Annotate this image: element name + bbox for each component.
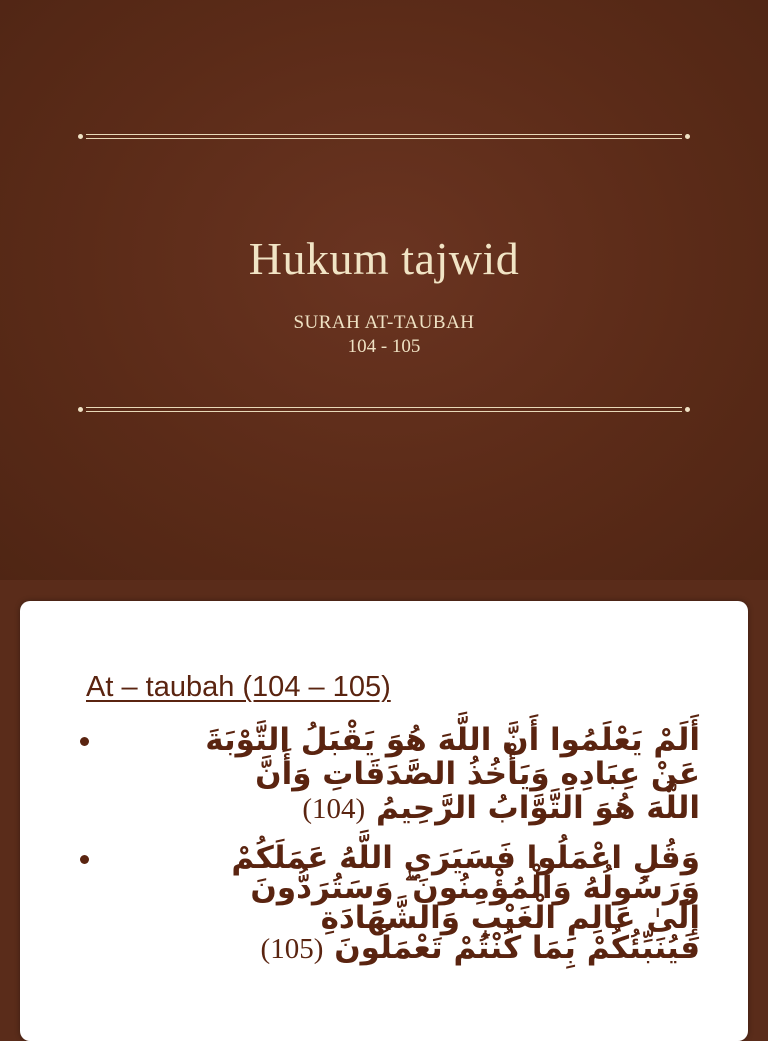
rule-dot-icon [78,407,83,412]
rule-dot-icon [685,134,690,139]
slide-subtitle: SURAH AT-TAUBAH [293,312,475,333]
arabic-text: اللَّهَ هُوَ التَّوَّابُ الرَّحِيمُ [375,790,700,826]
verse-105 [80,841,700,991]
arabic-line: وَقُلِ اعْمَلُوا فَسَيَرَى اللَّهُ عَمَلَكُمْ [231,840,700,876]
bullet-icon [80,737,89,746]
content-slide [20,601,748,1041]
slide-heading: At – taubah (104 – 105) [86,671,391,703]
arabic-line: وَرَسُولُهُ وَالْمُؤْمِنُونَ ۖ وَسَتُرَدُّونَ [250,870,700,906]
arabic-line-last [261,931,700,966]
verse-104 [80,723,700,833]
verse-number: (105) [260,933,324,965]
arabic-line: عَنْ عِبَادِهِ وَيَأْخُذُ الصَّدَقَاتِ وَأَنَّ [255,756,700,792]
slide-title: Hukum tajwid [248,233,520,284]
decorative-rule-top [78,133,690,140]
verse-range: 104 - 105 [347,336,421,357]
rule-dot-icon [685,407,690,412]
arabic-text: فَيُنَبِّئُكُمْ بِمَا كُنْتُمْ تَعْمَلُونَ [334,930,700,966]
decorative-rule-bottom [78,406,690,413]
bullet-icon [80,855,89,864]
rule-dot-icon [78,134,83,139]
arabic-line: إِلَىٰ عَالِمِ الْغَيْبِ وَالشَّهَادَةِ [320,900,700,936]
arabic-line-last [302,791,700,826]
verse-number: (104) [302,793,366,825]
arabic-line: أَلَمْ يَعْلَمُوا أَنَّ اللَّهَ هُوَ يَقْبَلُ التَّوْبَةَ [205,722,700,758]
